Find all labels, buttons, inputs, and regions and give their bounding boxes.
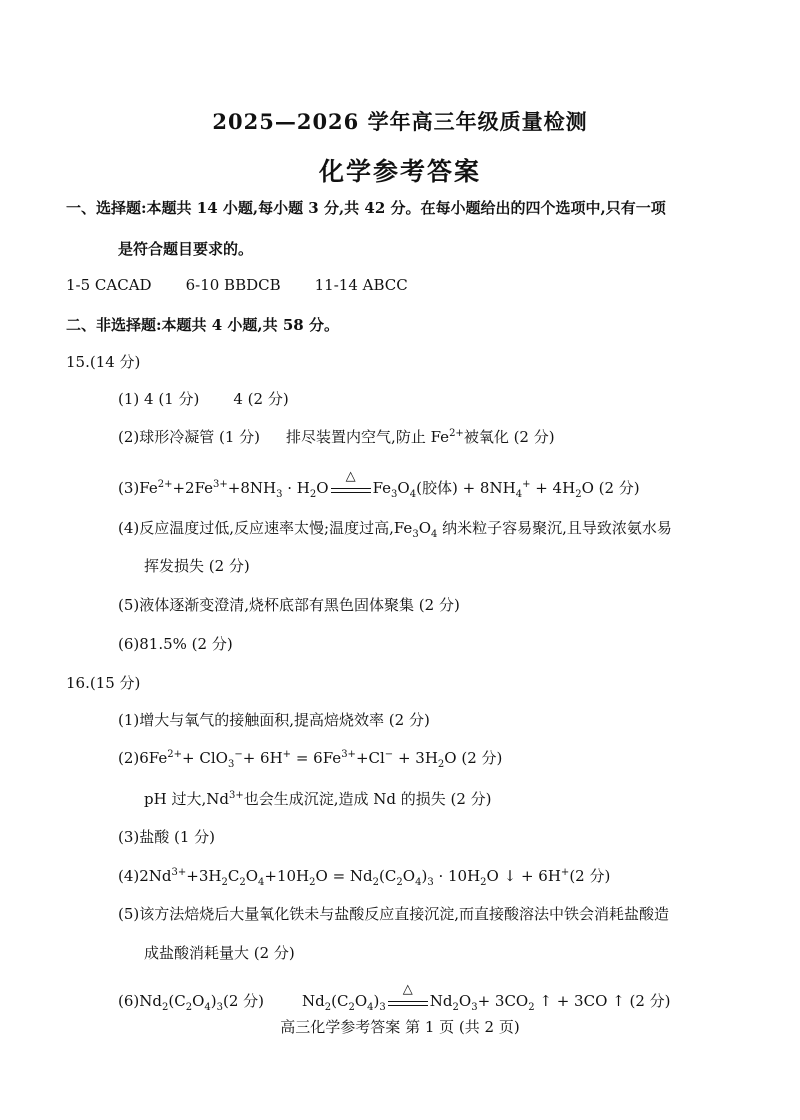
section2-heading: 二、非选择题:本题共 4 小题,共 58 分。 (66, 316, 339, 334)
q16-part5: (5)该方法焙烧后大量氧化铁未与盐酸反应直接沉淀,而直接酸溶法中铁会消耗盐酸造 (118, 905, 670, 923)
answers-11-14: 11-14 ABCC (314, 276, 408, 294)
q15-part2: (2)球形冷凝管 (1 分) 排尽装置内空气,防止 $Fe^{2+}$被氧化 (2 分) (118, 428, 555, 446)
q16-label: 16.(15 分) (66, 674, 141, 692)
q16-part4-equation: $(4)2Nd^{3+}+3H_2C_2O_4+10H_2O = Nd_2(C_2O_4)_3 \cdot 10H_2O$ ↓ + 6H+(2 分) (118, 867, 611, 888)
answer-key-title: 化学参考答案 (318, 157, 481, 186)
q15-part5: (5)液体逐渐变澄清,烧杯底部有黑色固体聚集 (2 分) (118, 596, 460, 614)
q16-part2-equation: $(2)6Fe^{2+}+ ClO_3^-+ 6H^+ = 6Fe^{3+}+Cl^- + 3H_2O$ (2 分) (118, 749, 503, 770)
q15-part4-cont: 挥发损失 (2 分) (144, 557, 250, 575)
q15-part1: (1) 4 (1 分) 4 (2 分) (118, 390, 289, 408)
exam-title: 2025—2026 学年高三年级质量检测 (212, 109, 588, 134)
heat-equals-sign: △ (388, 993, 428, 1011)
q16-part2-note: pH 过大$,Nd^{3+}$也会生成沉淀,造成 Nd 的损失 (2 分) (144, 790, 492, 808)
q16-part1: (1)增大与氧气的接触面积,提高焙烧效率 (2 分) (118, 711, 430, 729)
mcq-answers (66, 275, 408, 295)
q15-part4: (4)反应温度过低,反应速率太慢;温度过高$,Fe_3O_4$ 纳米粒子容易聚沉,且导致浓氨水易 (118, 519, 672, 540)
q15-label: 15.(14 分) (66, 353, 141, 371)
q16-part5-cont: 成盐酸消耗量大 (2 分) (144, 944, 295, 962)
answers-6-10: 6-10 BBDCB (185, 276, 281, 294)
q15-part3-equation: $(3)Fe^{2+}+2Fe^{3+}+8NH_3 \cdot H_2O$ △ $Fe_3O_4$(胶体) + $8NH_4^+ + 4H_2O$ (2 分) (118, 469, 640, 500)
heat-equals-sign: △ (331, 480, 371, 498)
page-footer: 高三化学参考答案 第 1 页 (共 2 页) (280, 1018, 520, 1036)
section1-heading: 一、选择题:本题共 14 小题,每小题 3 分,共 42 分。在每小题给出的四个选项中,只有一项 (66, 199, 666, 217)
q16-part6-equation: $(6)Nd_2(C_2O_4)_3(2$ 分) $Nd_2(C_2O_4)_3$ △ $Nd_2O_3+ 3CO_2$ ↑ + 3CO ↑ (2 分) (118, 982, 671, 1013)
q16-part3: (3)盐酸 (1 分) (118, 828, 216, 846)
section1-heading-cont: 是符合题目要求的。 (118, 240, 254, 258)
answers-1-5: 1-5 CACAD (66, 276, 152, 294)
q15-part6: (6)81.5% (2 分) (118, 635, 233, 653)
